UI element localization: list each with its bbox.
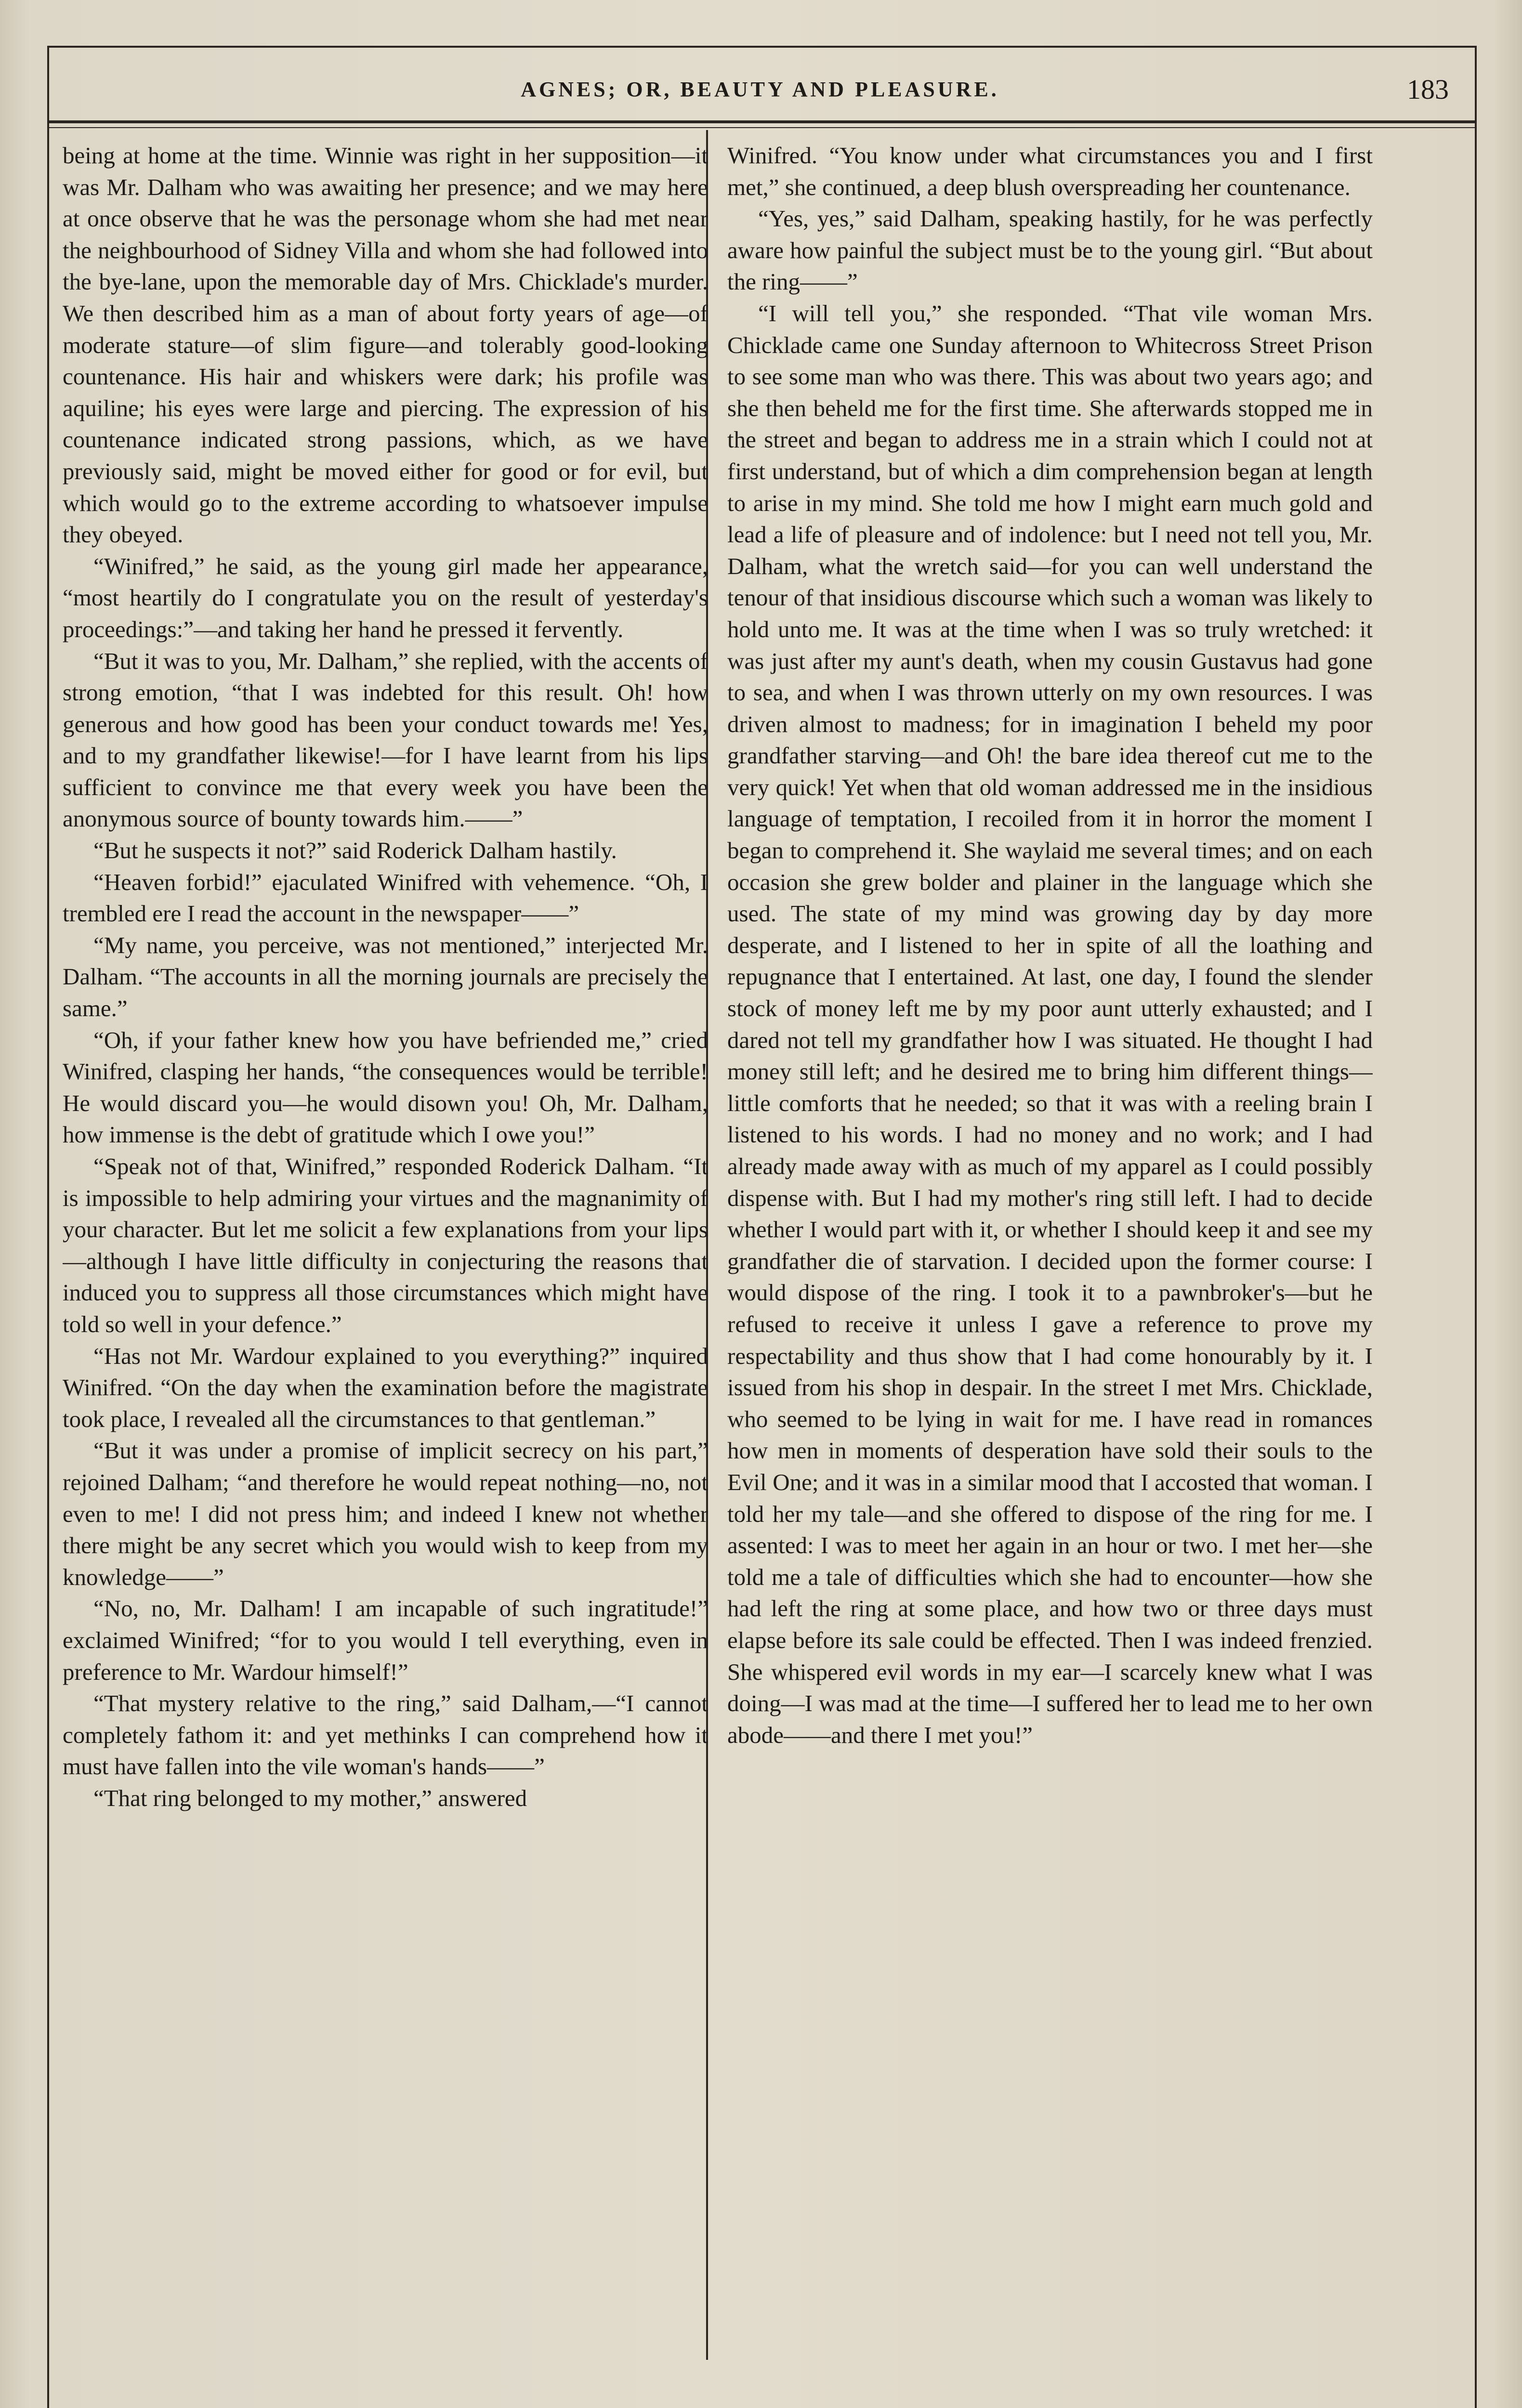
- paragraph: Winifred. “You know under what circumstances you and I first met,” she continued, a deep blush overspreading her countenance.: [727, 142, 1373, 200]
- paragraph: “That mystery relative to the ring,” said Dalham,—“I cannot completely fathom it: and yet methinks I can comprehend how it must have fallen into the vile woman's hands——”: [63, 1690, 708, 1780]
- paragraph: “Winifred,” he said, as the young girl made her appearance, “most heartily do I congratulate you on the result of yesterday's proceedings:”—and taking her hand he pressed it fervently.: [63, 552, 708, 642]
- paragraph: “But it was to you, Mr. Dalham,” she replied, with the accents of strong emotion, “that I was indebted for this result. Oh! how generous and how good has been your conduct towards me! Yes, and to my grandfather likewise!—for I have learnt from his lips sufficient to convince me that every week you have been the anonymous source of bounty towards him.——”: [63, 647, 708, 832]
- paragraph: “No, no, Mr. Dalham! I am incapable of such ingratitude!” exclaimed Winifred; “for to you would I tell everything, even in preference to Mr. Wardour himself!”: [63, 1595, 708, 1685]
- paragraph: “Oh, if your father knew how you have befriended me,” cried Winifred, clasping her hands, “the consequences would be terrible! He would discard you—he would disown you! Oh, Mr. Dalham, how immense is the debt of gratitude which I owe you!”: [63, 1026, 708, 1148]
- page-number: 183: [1407, 74, 1449, 105]
- paragraph: “That ring belonged to my mother,” answered: [93, 1784, 527, 1811]
- paragraph: “Has not Mr. Wardour explained to you everything?” inquired Winifred. “On the day when the examination before the magistrate took place, I revealed all the circumstances to that gentleman.”: [63, 1342, 708, 1432]
- paragraph: “I will tell you,” she responded. “That vile woman Mrs. Chicklade came one Sunday afternoon to Whitecross Street Prison to see some man who was there. This was about two years ago; and she then beheld me for the first time. She afterwards stopped me in the street and began to address me in a strain which I could not at first understand, but of which a dim comprehension began at length to arise in my mind. She told me how I might earn much gold and lead a life of pleasure and of indolence: but I need not tell you, Mr. Dalham, what the wretch said—for you can well understand the tenour of that insidious discourse which such a woman was likely to hold unto me. It was at the time when I was so truly wretched: it was just after my aunt's death, when my cousin Gustavus had gone to sea, and when I was thrown utterly on my own resources. I was driven almost to madness; for in imagination I beheld my poor grandfather starving—and Oh! the bare idea thereof cut me to the very quick! Yet when that old woman addressed me in the insidious language of temptation, I recoiled from it in horror the moment I began to comprehend it. She waylaid me several times; and on each occasion she grew bolder and plainer in the language which she used. The state of my mind was growing day by day more desperate, and I listened to her in spite of all the loathing and repugnance that I entertained. At last, one day, I found the slender stock of money left me by my poor aunt utterly exhausted; and I dared not tell my grandfather how I was situated. He thought I had money still left; and he desired me to bring him different things—little comforts that he needed; so that it was with a reeling brain I listened to his words. I had no money and no work; and I had already made away with as much of my apparel as I could possibly dispense with. But I had my mother's ring still left. I had to decide whether I would part with it, or whether I should keep it and see my grandfather die of starvation. I decided upon the former course: I would dispose of the ring. I took it to a pawnbroker's—but he refused to receive it unless I gave a reference to prove my respectability and thus show that I had come honourably by it. I issued from his shop in despair. In the street I met Mrs. Chicklade, who seemed to be lying in wait for me. I have read in romances how men in moments of desperation have sold their souls to the Evil One; and it was in a similar mood that I accosted that woman. I told her my tale—and she offered to dispose of the ring for me. I assented: I was to meet her again in an hour or two. I met her—she told me a tale of difficulties which she had to encounter—how she had left the ring at some place, and how two or three days must elapse before its sale could be effected. Then I was indeed frenzied. She whispered evil words in my ear—I scarcely knew what I was doing—I was mad at the time—I suffered her to lead me to her own abode——and there I met you!”: [727, 300, 1373, 1748]
- header-rule: [47, 120, 1477, 123]
- running-header: [47, 74, 1473, 120]
- paragraph: being at home at the time. Winnie was right in her supposition—it was Mr. Dalham who was awaiting her presence; and we may here at once observe that he was the personage whom she had met near the neighbourhood of Sidney Villa and whom she had followed into the bye-lane, upon the memorable day of Mrs. Chicklade's murder. We then described him as a man of about forty years of age—of moderate stature—of slim figure—and tolerably good-looking countenance. His hair and whiskers were dark; his profile was aquiline; his eyes were large and piercing. The expression of his countenance indicated strong passions, which, as we have previously said, might be moved either for good or for evil, but which would go to the extreme according to whatsoever impulse they obeyed.: [63, 142, 708, 548]
- header-rule-thin: [47, 127, 1477, 128]
- right-column: [727, 140, 1373, 2374]
- paragraph: “Heaven forbid!” ejaculated Winifred with vehemence. “Oh, I trembled ere I read the account in the newspaper——”: [63, 868, 708, 927]
- running-title: AGNES; OR, BEAUTY AND PLEASURE.: [521, 78, 999, 101]
- paragraph: “Speak not of that, Winifred,” responded Roderick Dalham. “It is impossible to help admiring your virtues and the magnanimity of your character. But let me solicit a few explanations from your lips—although I have little difficulty in conjecturing the reasons that induced you to suppress all those circumstances which might have told so well in your defence.”: [63, 1153, 708, 1337]
- paragraph: “My name, you perceive, was not mentioned,” interjected Mr. Dalham. “The accounts in all the morning journals are precisely the same.”: [63, 931, 708, 1022]
- left-column: [63, 140, 708, 2374]
- paragraph: “But he suspects it not?” said Roderick Dalham hastily.: [93, 837, 617, 864]
- paragraph: “But it was under a promise of implicit secrecy on his part,” rejoined Dalham; “and therefore he would repeat nothing—no, not even to me! I did not press him; and indeed I knew not whether there might be any secret which you would wish to keep from my knowledge——”: [63, 1437, 708, 1590]
- paragraph: “Yes, yes,” said Dalham, speaking hastily, for he was perfectly aware how painful the subject must be to the young girl. “But about the ring——”: [727, 205, 1373, 295]
